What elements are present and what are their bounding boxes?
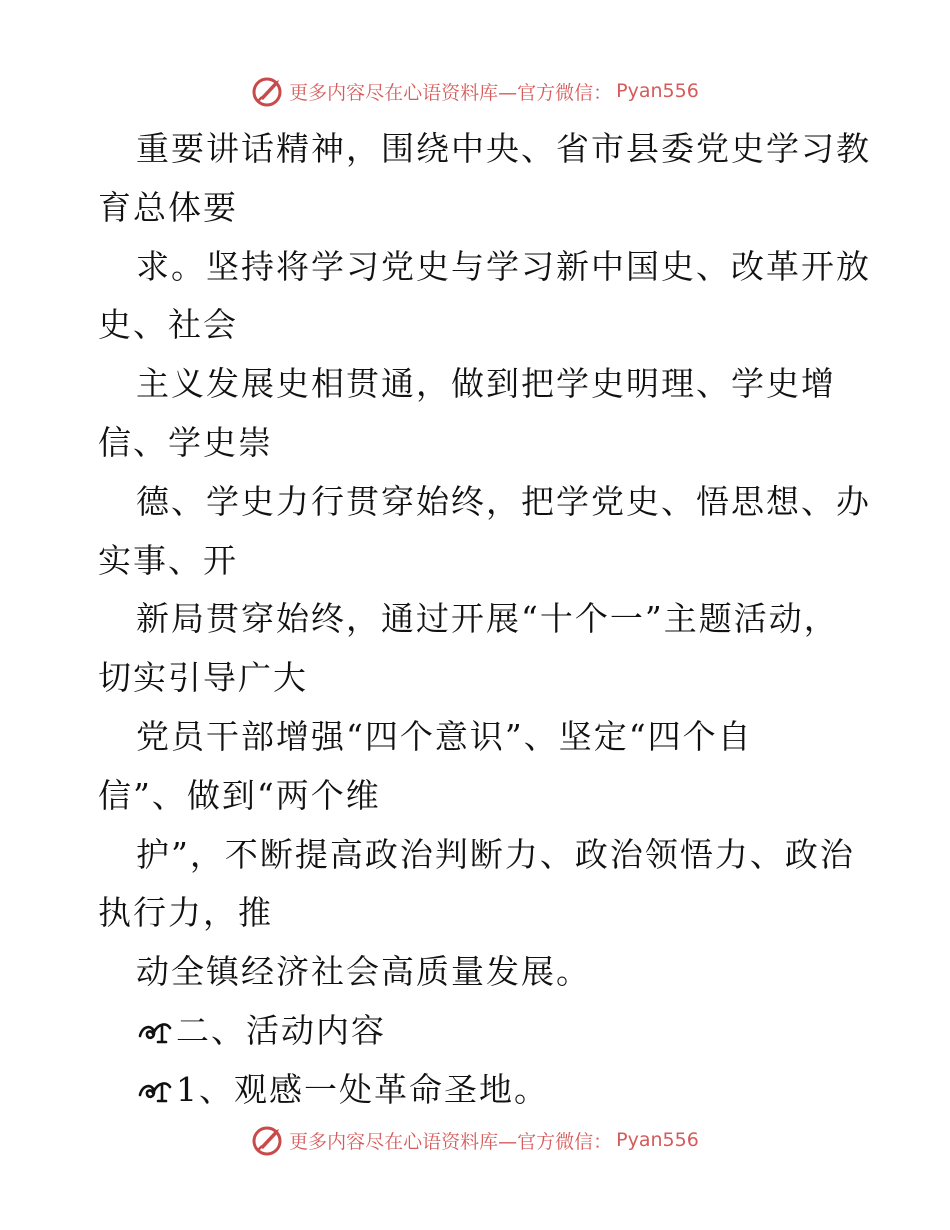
banner-wechat-id: Pyan556: [616, 1129, 699, 1151]
text-line: 切实引导广大: [98, 658, 308, 698]
document-body: [98, 120, 871, 1120]
text-line: 党员干部增强“四个意识”、坚定“四个自: [136, 716, 753, 756]
heading-text: 二、活动内容: [176, 1010, 386, 1050]
section-heading: [98, 1002, 868, 1061]
text-line: 动全镇经济社会高质量发展。: [136, 952, 591, 992]
text-line: 主义发展史相贯通，做到把学史明理、学史增: [136, 364, 836, 404]
banner-text: 更多内容尽在心语资料库—官方微信：: [289, 1130, 613, 1153]
swirl-bullet-icon: [136, 1016, 174, 1046]
swirl-bullet-icon: [136, 1075, 174, 1105]
text-line: 重要讲话精神，围绕中央、省市县委党史学习教: [136, 129, 871, 168]
text-line: 德、学史力行贯穿始终，把学党史、悟思想、办: [136, 481, 871, 521]
header-banner: [0, 71, 950, 111]
text-line: 护”，不断提高政治判断力、政治领悟力、政治: [136, 834, 855, 874]
banner-wechat-id: Pyan556: [616, 80, 699, 102]
text-line: 求。坚持将学习党史与学习新中国史、改革开放: [136, 246, 871, 286]
subsection-heading: [98, 1061, 868, 1120]
text-line: 信、学史崇: [98, 422, 273, 462]
footer-banner: [0, 1120, 950, 1160]
text-line: 执行力，推: [98, 893, 273, 933]
text-line: 实事、开: [98, 540, 238, 580]
quill-pen-logo-icon: [251, 74, 285, 108]
heading-text: 1、观感一处革命圣地。: [176, 1069, 549, 1109]
text-line: 育总体要: [98, 187, 238, 227]
text-line: 信”、做到“两个维: [98, 775, 381, 815]
quill-pen-logo-icon: [251, 1123, 285, 1157]
text-line: 史、社会: [98, 305, 238, 345]
text-line: 新局贯穿始终，通过开展“十个一”主题活动，: [136, 599, 839, 639]
banner-text: 更多内容尽在心语资料库—官方微信：: [289, 81, 613, 104]
